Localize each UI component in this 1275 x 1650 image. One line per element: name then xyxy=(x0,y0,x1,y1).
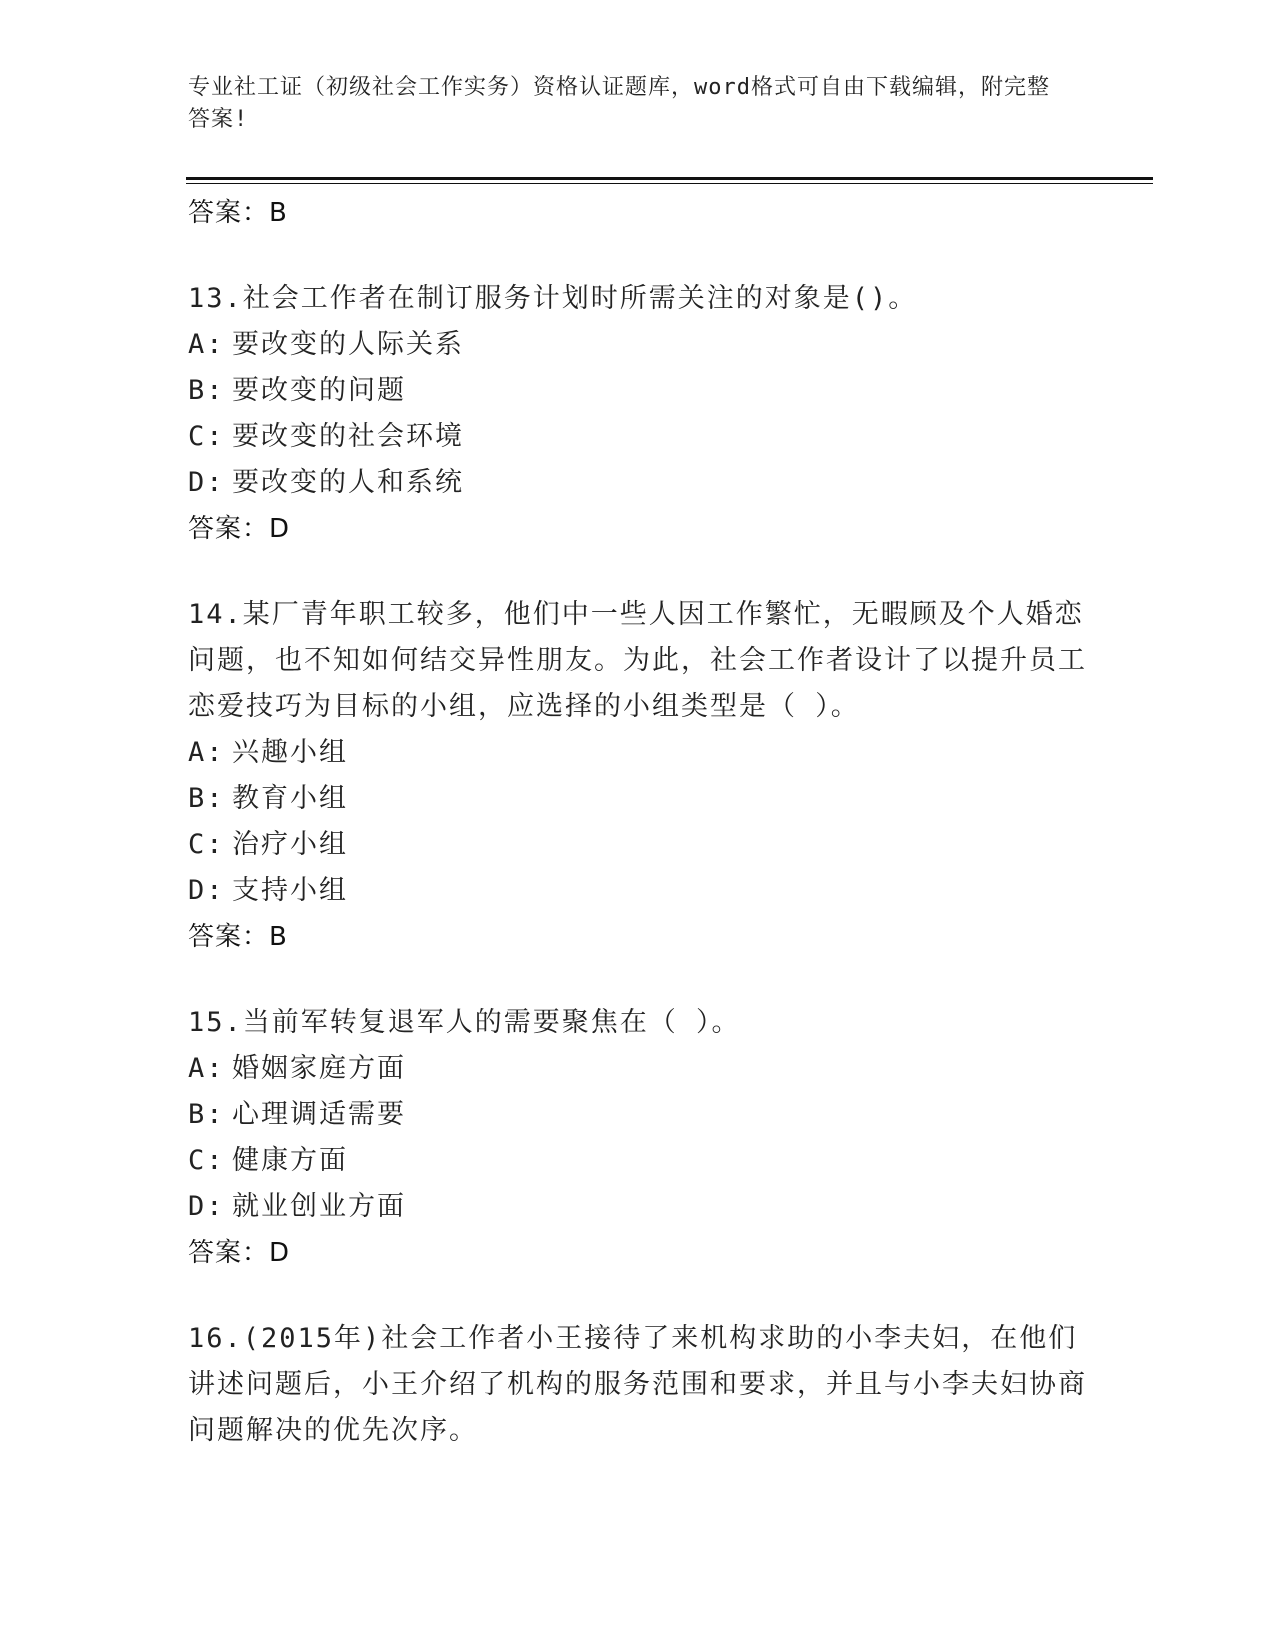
option-key: A: xyxy=(188,329,225,360)
option-key: B: xyxy=(188,375,225,406)
header-divider-thick xyxy=(186,177,1153,180)
question-13 xyxy=(188,276,1088,552)
option-a xyxy=(188,322,1088,368)
option-b xyxy=(188,776,1088,822)
option-a xyxy=(188,1046,1088,1092)
document-header: 专业社工证（初级社会工作实务）资格认证题库，word格式可自由下载编辑，附完整答案! xyxy=(188,75,1050,132)
answer-line: 答案：B xyxy=(188,922,288,952)
option-text: 教育小组 xyxy=(232,783,348,814)
option-text: 要改变的问题 xyxy=(232,375,406,406)
option-text: 要改变的人际关系 xyxy=(232,329,464,360)
option-text: 心理调适需要 xyxy=(232,1099,406,1130)
option-c xyxy=(188,414,1088,460)
answer-line: 答案：D xyxy=(188,514,291,544)
question-stem: 15.当前军转复退军人的需要聚焦在（ ）。 xyxy=(188,1007,741,1038)
option-text: 兴趣小组 xyxy=(232,737,348,768)
question-stem: 16.(2015年)社会工作者小王接待了来机构求助的小李夫妇，在他们讲述问题后，小王介绍了机构的服务范围和要求，并且与小李夫妇协商问题解决的优先次序。 xyxy=(188,1323,1087,1446)
option-text: 支持小组 xyxy=(232,875,348,906)
option-key: D: xyxy=(188,1191,225,1222)
document-body xyxy=(188,190,1088,1454)
question-14 xyxy=(188,592,1088,960)
option-b xyxy=(188,1092,1088,1138)
question-16 xyxy=(188,1316,1088,1454)
option-a xyxy=(188,730,1088,776)
option-text: 治疗小组 xyxy=(232,829,348,860)
option-d xyxy=(188,1184,1088,1230)
option-d xyxy=(188,868,1088,914)
answer-line: 答案：B xyxy=(188,198,288,228)
option-key: B: xyxy=(188,1099,225,1130)
option-key: A: xyxy=(188,1053,225,1084)
option-key: D: xyxy=(188,467,225,498)
option-text: 健康方面 xyxy=(232,1145,348,1176)
question-stem: 13.社会工作者在制订服务计划时所需关注的对象是()。 xyxy=(188,283,918,314)
option-text: 婚姻家庭方面 xyxy=(232,1053,406,1084)
option-c xyxy=(188,822,1088,868)
option-key: B: xyxy=(188,783,225,814)
option-d xyxy=(188,460,1088,506)
answer-line: 答案：D xyxy=(188,1238,291,1268)
option-key: A: xyxy=(188,737,225,768)
option-text: 就业创业方面 xyxy=(232,1191,406,1222)
option-key: C: xyxy=(188,1145,225,1176)
header-divider-thin xyxy=(186,183,1153,184)
option-text: 要改变的社会环境 xyxy=(232,421,464,452)
option-key: D: xyxy=(188,875,225,906)
option-c xyxy=(188,1138,1088,1184)
option-key: C: xyxy=(188,421,225,452)
option-text: 要改变的人和系统 xyxy=(232,467,464,498)
question-15 xyxy=(188,1000,1088,1276)
question-stem: 14.某厂青年职工较多，他们中一些人因工作繁忙，无暇顾及个人婚恋问题，也不知如何结交异性朋友。为此，社会工作者设计了以提升员工恋爱技巧为目标的小组，应选择的小组类型是（ ）。 xyxy=(188,599,1087,722)
option-b xyxy=(188,368,1088,414)
option-key: C: xyxy=(188,829,225,860)
